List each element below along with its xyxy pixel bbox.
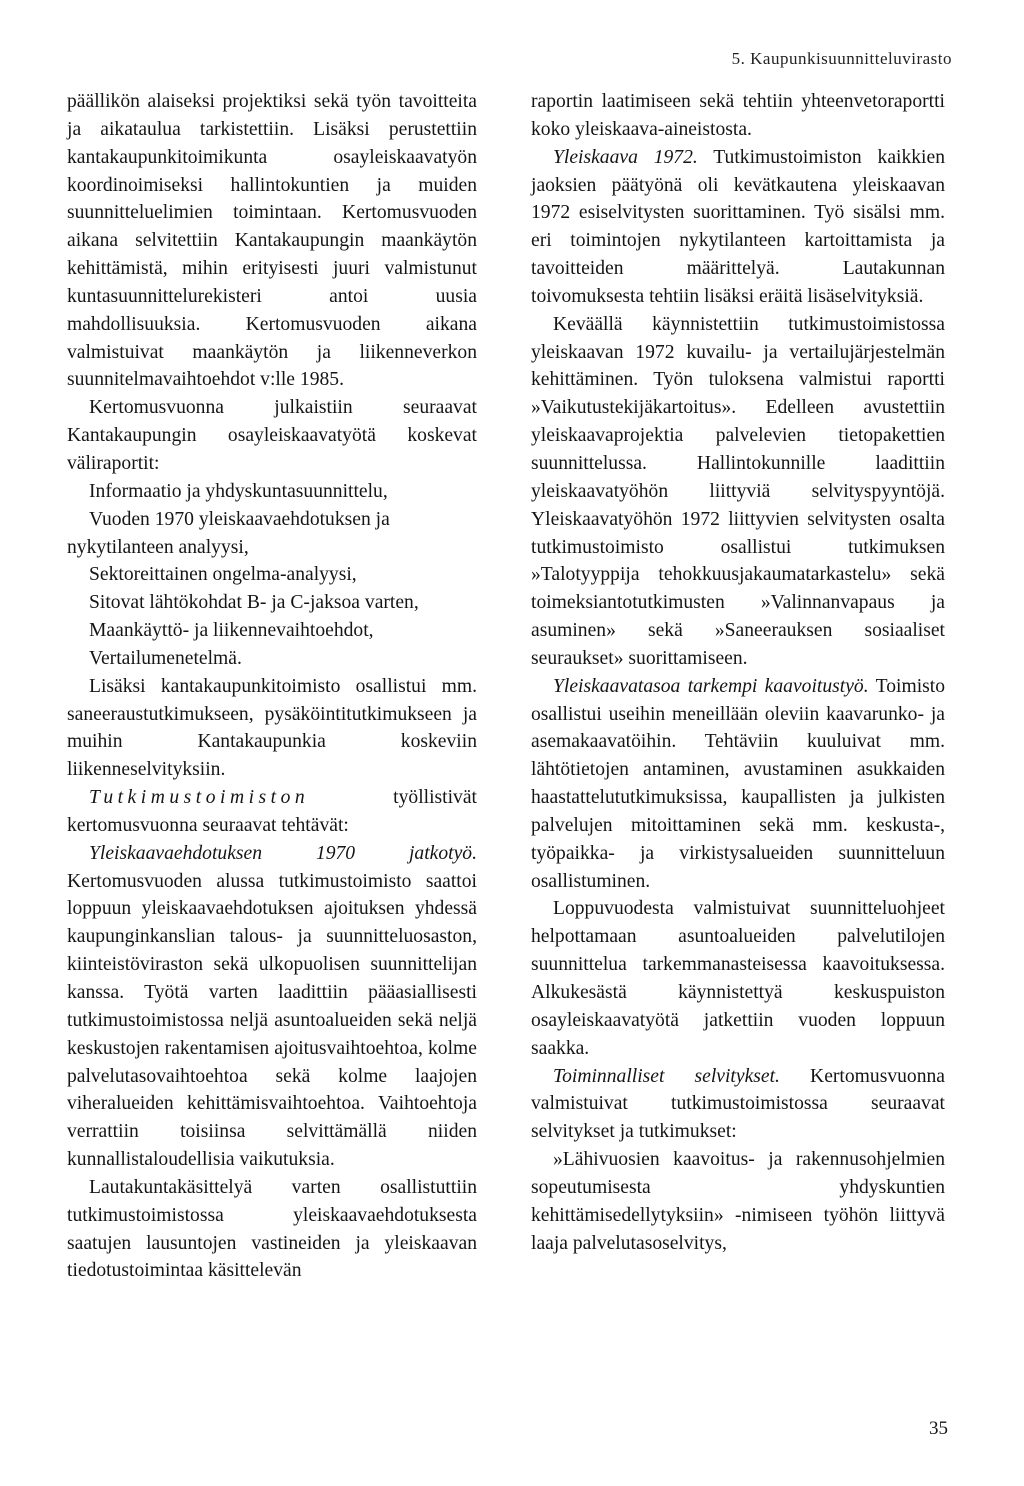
list-item: Sektoreittainen ongelma-analyysi, (89, 564, 357, 586)
paragraph (531, 144, 945, 311)
paragraph: »Lähivuosien kaavoitus- ja rakennusohjelmien sopeutumisesta yhdyskuntien kehittämisedellytyksiin» -nimiseen työhön liittyvä laaja palvelutasoselvitys, (531, 1149, 945, 1254)
paragraph (67, 840, 477, 1174)
paragraph: päällikön alaiseksi projektiksi sekä työn tavoitteita ja aikataulua tarkistettiin. Lisäksi perustettiin kantakaupunkitoimikunta osayleiskaavatyön koordinoimiseksi hallintokuntien ja muiden suunnitteluelimien toimintaan. Kertomusvuoden aikana selvitettiin Kantakaupungin maankäytön kehittämistä, mihin erityisesti juuri valmistunut kuntasuunnittelurekisteri antoi uusia mahdollisuuksia. Kertomusvuoden aikana valmistuivat maankäytön ja liikenneverkon suunnitelmavaihtoehdot v:lle 1985. (67, 91, 477, 391)
paragraph-title: Toiminnalliset selvitykset. (553, 1065, 780, 1087)
right-column (531, 88, 945, 1257)
paragraph: Lautakuntakäsittelyä varten osallistuttiin tutkimustoimistossa yleiskaavaehdotuksesta saatujen lausuntojen vastineiden ja yleiskaavan tiedotustoimintaa käsittelevän (67, 1176, 477, 1282)
paragraph-title: Yleiskaava 1972. (553, 146, 698, 168)
paragraph: Loppuvuodesta valmistuivat suunnitteluohjeet helpottamaan asuntoalueiden palvelutilojen suunnittelua tarkemmanasteisessa kaavoituksessa. Alkukesästä käynnistettyä keskuspuiston osayleiskaavatyötä jatkettiin vuoden loppuun saakka. (531, 898, 945, 1059)
list-item: Maankäyttö- ja liikennevaihtoehdot, (89, 620, 374, 642)
list-item: Vuoden 1970 yleiskaavaehdotuksen ja (89, 508, 390, 530)
paragraph-title: Yleiskaavaehdotuksen 1970 jatkotyö. (89, 842, 477, 864)
page-number: 35 (929, 1418, 948, 1439)
paragraph: raportin laatimiseen sekä tehtiin yhteenvetoraportti koko yleiskaava-aineistosta. (531, 91, 945, 140)
paragraph-text: Tutkimustoimiston kaikkien jaoksien päätyönä oli kevätkautena yleiskaavan 1972 esiselvitysten suorittaminen. Työ sisälsi mm. eri toimintojen nykytilanteen kartoittamista ja tavoitteiden määrittelyä. Lautakunnan toivomuksesta tehtiin lisäksi eräitä lisäselvityksiä. (531, 146, 945, 307)
list-item: Sitovat lähtökohdat B- ja C-jaksoa varten, (89, 592, 419, 614)
paragraph: Keväällä käynnistettiin tutkimustoimistossa yleiskaavan 1972 kuvailu- ja vertailujärjestelmän kehittäminen. Työn tuloksena valmistui raportti »Vaikutustekijäkartoitus». Edelleen avustettiin yleiskaavaprojektia palvelevien tietopakettien suunnittelussa. Hallintokunnille laadittiin yleiskaavatyöhön liittyviä selvityspyyntöjä. Yleiskaavatyöhön 1972 liittyvien selvitysten osalta tutkimustoimisto osallistui tutkimuksen »Talotyyppija tehokkuusjakaumatarkastelu» sekä toimeksiantotutkimusten »Valinnanvapaus ja asuminen» sekä »Saneerauksen sosiaaliset seuraukset» suorittamiseen. (531, 313, 945, 669)
paragraph-text: Kertomusvuonna valmistuivat tutkimustoimistossa seuraavat selvitykset ja tutkimukset: (531, 1065, 945, 1143)
paragraph-title: Yleiskaavatasoa tarkempi kaavoitustyö. (553, 675, 869, 697)
section-term: Tutkimustoimiston (89, 787, 310, 809)
paragraph (531, 673, 945, 896)
paragraph-text: työllistivät kertomusvuonna seuraavat tehtävät: (67, 787, 477, 836)
paragraph (531, 1063, 945, 1147)
left-column (67, 88, 477, 1285)
paragraph-text: Toimisto osallistui useihin meneillään oleviin kaavarunko- ja asemakaavatöihin. Tehtäviin kuuluivat mm. lähtötietojen antaminen, avustaminen asukkaiden haastattelututkimuksissa, kaupallisten ja julkisten palvelujen mitoittaminen sekä mm. keskusta-, työpaikka- ja virkistysalueiden suunnitteluun osallistuminen. (531, 675, 946, 892)
list-item: Vertailumenetelmä. (89, 647, 242, 669)
paragraph: Kertomusvuonna julkaistiin seuraavat Kantakaupungin osayleiskaavatyötä koskevat väliraportit: (67, 397, 477, 474)
paragraph: Lisäksi kantakaupunkitoimisto osallistui mm. saneeraustutkimukseen, pysäköintitutkimukseen ja muihin Kantakaupunkia koskeviin liikenneselvityksiin. (67, 675, 477, 781)
list-item-continuation: nykytilanteen analyysi, (67, 536, 249, 558)
list-item: Informaatio ja yhdyskuntasuunnittelu, (89, 480, 388, 502)
paragraph (67, 784, 477, 840)
running-head: 5. Kaupunkisuunnitteluvirasto (731, 49, 952, 68)
paragraph-text: Kertomusvuoden alussa tutkimustoimisto saattoi loppuun yleiskaavaehdotuksen ajoituksen yhdessä kaupunginkanslian talous- ja suunnitteluosaston, kiinteistöviraston sekä ulkopuolisen suunnittelijan kanssa. Työtä varten laadittiin pääasiallisesti tutkimustoimistossa neljä asuntoalueiden sekä neljä keskustojen rakentamisen ajoitusvaihtoehtoa, kolme palvelutasovaihtoehtoa sekä kolme laajojen viheralueiden kehittämisvaihtoehtoa. Vaihtoehtoja verrattiin toisiinsa selvittämällä niiden kunnallistaloudellisia vaikutuksia. (67, 870, 477, 1171)
